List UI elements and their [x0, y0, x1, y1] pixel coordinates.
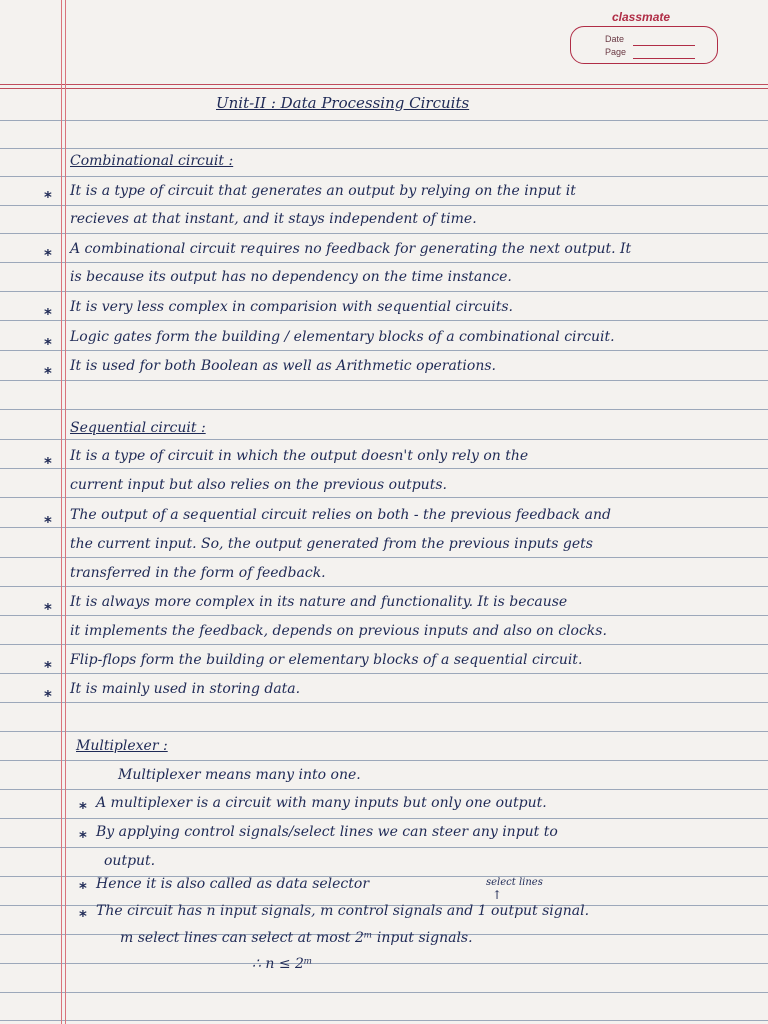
text-line: It is always more complex in its nature and functionality. It is because	[70, 594, 568, 610]
text-line: transferred in the form of feedback.	[70, 565, 326, 581]
section-heading-combinational: Combinational circuit :	[70, 153, 234, 169]
ruled-line	[0, 1020, 768, 1021]
ruled-line	[0, 262, 768, 263]
section-heading-multiplexer: Multiplexer :	[76, 738, 168, 754]
date-underline	[633, 45, 695, 46]
ruled-line	[0, 963, 768, 964]
ruled-line	[0, 702, 768, 703]
ruled-line	[0, 992, 768, 993]
text-line: is because its output has no dependency on the time instance.	[70, 269, 512, 285]
date-label: Date	[605, 34, 625, 44]
bullet-star: *	[44, 658, 52, 676]
text-line: Hence it is also called as data selector	[96, 876, 370, 892]
text-line: Multiplexer means many into one.	[118, 767, 361, 783]
ruled-line	[0, 409, 768, 410]
bullet-star: *	[79, 907, 87, 925]
brand-logo: classmate	[612, 10, 671, 24]
ruled-line	[0, 731, 768, 732]
bullet-star: *	[44, 305, 52, 323]
text-line: The output of a sequential circuit relies on both - the previous feedback and	[70, 507, 611, 523]
text-line: It is used for both Boolean as well as Arithmetic operations.	[70, 358, 496, 374]
page-title: Unit-II : Data Processing Circuits	[216, 94, 470, 112]
page-underline	[633, 58, 695, 59]
ruled-line	[0, 205, 768, 206]
text-line: current input but also relies on the previous outputs.	[70, 477, 447, 493]
text-line: recieves at that instant, and it stays independent of time.	[70, 211, 477, 227]
ruled-line	[0, 615, 768, 616]
annotation-arrow-icon: ↑	[492, 888, 503, 902]
ruled-line	[0, 176, 768, 177]
bullet-star: *	[44, 335, 52, 353]
ruled-line	[0, 557, 768, 558]
text-line: A combinational circuit requires no feedback for generating the next output. It	[70, 241, 632, 257]
text-line: Flip-flops form the building or elementary blocks of a sequential circuit.	[70, 652, 583, 668]
bullet-star: *	[44, 246, 52, 264]
ruled-line	[0, 818, 768, 819]
ruled-line	[0, 497, 768, 498]
page-label: Page	[605, 47, 627, 57]
text-line: A multiplexer is a circuit with many inputs but only one output.	[96, 795, 547, 811]
section-heading-sequential: Sequential circuit :	[70, 420, 206, 436]
margin-line	[61, 0, 62, 1024]
ruled-line	[0, 291, 768, 292]
bullet-star: *	[79, 879, 87, 897]
ruled-line	[0, 148, 768, 149]
ruled-line	[0, 320, 768, 321]
date-page-box	[570, 26, 718, 64]
header-line	[0, 84, 768, 85]
bullet-star: *	[44, 454, 52, 472]
bullet-star: *	[44, 513, 52, 531]
bullet-star: *	[44, 188, 52, 206]
ruled-line	[0, 527, 768, 528]
text-line: It is a type of circuit that generates an output by relying on the input it	[70, 183, 576, 199]
text-line: it implements the feedback, depends on previous inputs and also on clocks.	[70, 623, 607, 639]
text-line: It is very less complex in comparision with sequential circuits.	[70, 299, 513, 315]
ruled-line	[0, 789, 768, 790]
ruled-line	[0, 760, 768, 761]
bullet-star: *	[79, 828, 87, 846]
header-line	[0, 88, 768, 89]
text-line: The circuit has n input signals, m control signals and 1 output signal.	[96, 903, 590, 919]
ruled-line	[0, 233, 768, 234]
text-line: It is mainly used in storing data.	[70, 681, 301, 697]
text-line: Logic gates form the building / elementary blocks of a combinational circuit.	[70, 329, 615, 345]
text-line: By applying control signals/select lines we can steer any input to	[96, 824, 558, 840]
ruled-line	[0, 380, 768, 381]
ruled-line	[0, 350, 768, 351]
ruled-line	[0, 586, 768, 587]
ruled-line	[0, 468, 768, 469]
margin-line	[65, 0, 66, 1024]
text-line: the current input. So, the output generated from the previous inputs gets	[70, 536, 593, 552]
ruled-line	[0, 644, 768, 645]
bullet-star: *	[44, 364, 52, 382]
ruled-line	[0, 439, 768, 440]
select-lines-annotation: select lines	[486, 877, 543, 888]
ruled-line	[0, 847, 768, 848]
text-line: output.	[104, 853, 156, 869]
bullet-star: *	[44, 687, 52, 705]
formula: ∴ n ≤ 2ᵐ	[252, 956, 313, 972]
bullet-star: *	[79, 799, 87, 817]
text-line: It is a type of circuit in which the output doesn't only rely on the	[70, 448, 529, 464]
ruled-line	[0, 673, 768, 674]
text-line: m select lines can select at most 2ᵐ input signals.	[120, 930, 473, 946]
ruled-line	[0, 120, 768, 121]
bullet-star: *	[44, 600, 52, 618]
